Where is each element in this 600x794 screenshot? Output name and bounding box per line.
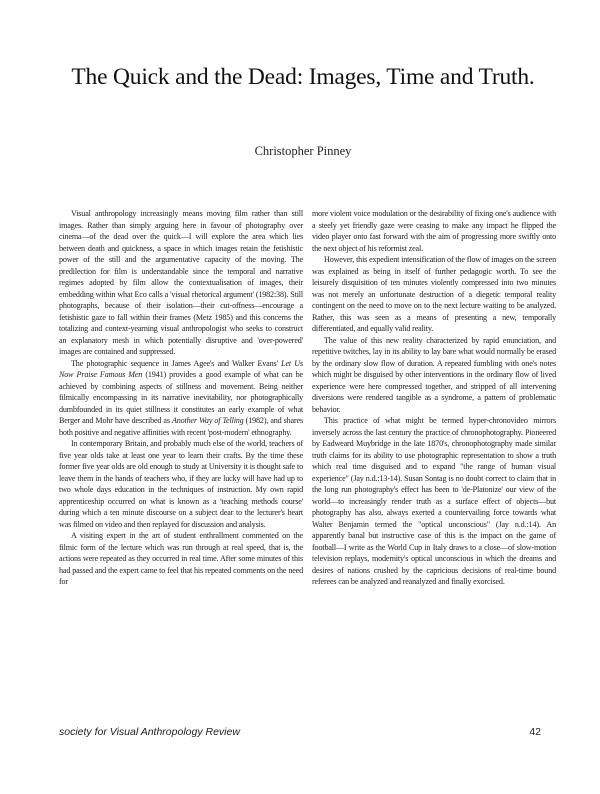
paragraph [59, 358, 303, 439]
paragraph: more violent voice modulation or the desirability of fixing one's audience with a steely yet friendly gaze were ceasing to make any impact he flipped the video player onto fast forward with the aim of progressing more swiftly onto the next object of his reformist zeal. [312, 209, 556, 253]
article-title: The Quick and the Dead: Images, Time and Truth. [71, 64, 535, 90]
text-column-left [59, 208, 303, 588]
paragraph: In contemporary Britain, and probably much else of the world, teachers of five year olds take at least one year to learn their crafts. By the time these former five year olds are old enough to study at University it is thought safe to leave them in the hands of teachers who, if they are lucky will have had up to two whole days education in the techniques of instruction. My own rapid apprenticeship occurred on what is known as a 'teaching methods course' during which a ten minute discourse on a subject dear to the lecturer's heart was filmed on video and then replayed for discussion and analysis. [59, 439, 303, 529]
journal-name: society for Visual Anthropology Review [59, 726, 240, 738]
paragraph: The value of this new reality characterized by rapid enunciation, and repetitive twitches, lay in its ability to lay bare what would normally be erased by the ordinary slow flow of duration. A repeated fumbling with one's notes which might be disguised by other interventions in the ordinary flow of lived experience were here compressed together, and stripped of all intervening diversions were rendered tangible as a syndrome, a pattern of problematic behavior. [312, 335, 556, 414]
book-title: Let Us Now Praise Famous Men [59, 358, 303, 379]
text-run: (1941) provides a good example of what can be achieved by combining aspects of stillness and movement. Being neither filmically encompassing in its narrative inevitability, nor photographically dumbfounded in its quiet stillness it constitutes an early example of what Berger and Mohr have described as [59, 370, 304, 425]
paragraph: This practice of what might be termed hyper-chronovideo mirrors inversely across the last century the practice of chronophotography. Pioneered by Eadweard Muybridge in the late 1870's, chronophotography made similar truth claims for its ability to use photographic representation to show a truth which real time disguised and to expand "the range of human visual experience" (Jay n.d.:13-14). Susan Sontag is no doubt correct to claim that in the long run photography's effect has been to 'de-Platonize' our view of the world—to increasingly render truth as a surface effect of objects—but photography has also, always exerted a countervailing force towards what Walter Benjamin termed the "optical unconscious" (Jay n.d.:14). An apparently banal but instructive case of this is the impact on the game of football—I write as the World Cup in Italy draws to a close—of slow-motion television replays, modernity's optical unconscious in which the dreams and desires of nations crushed by the capricious decisions of real-time bound referees can be analyzed and reanalyzed and finally exorcised. [312, 416, 556, 586]
paragraph: A visiting expert in the art of student enthrallment commented on the filmic form of the lecture which was run through at real speed, that is, the actions were repeated as they occurred in real time. After some minutes of this had passed and the expert came to feel that his repeated comments on the need for [59, 531, 303, 586]
paragraph: However, this expedient intensification of the flow of images on the screen was explained as being in itself of further pedagogic worth. To see the leisurely disquisition of ten minutes violently compressed into two minutes was not merely an unfortunate destruction of a diegetic temporal reality contingent on the need to move on to the next lecture waiting to be analyzed. Rather, this was seen as a means of presenting a new, temporally differentiated, and equally valid reality. [312, 255, 556, 333]
text-run: The photographic sequence in James Agee's and Walker Evans' [71, 358, 282, 368]
text-run: (1982), and shares both positive and negative affinities with recent 'post-modern' ethnography. [59, 416, 303, 437]
text-column-right [312, 208, 556, 588]
book-title: Another Way of Telling [171, 416, 244, 425]
page-footer [59, 726, 541, 740]
page-number: 42 [529, 726, 541, 738]
paragraph: Visual anthropology increasingly means moving film rather than still images. Rather than simply arguing here in favour of photography over cinema—of the dead over the quick—I will explore the area which lies between death and quickness, a space in which images retain the fetishistic power of the still and the argumentative capacity of the moving. The predilection for film is understandable since the temporal and narrative regimes adopted by film allow the contextualisation of images, their embedding within what Eco calls a 'visual rhetorical argument' (1982:38). Still photographs, because of their isolation—their cut-offness—encourage a fetishistic gaze to fall within their frames (Metz 1985) and this concerns the totalizing and context-yearning visual anthropologist who seeks to construct an explanatory mesh in which potentially disruptive and 'over-powered' images are contained and suppressed. [59, 209, 303, 356]
author-name: Christopher Pinney [254, 144, 352, 158]
